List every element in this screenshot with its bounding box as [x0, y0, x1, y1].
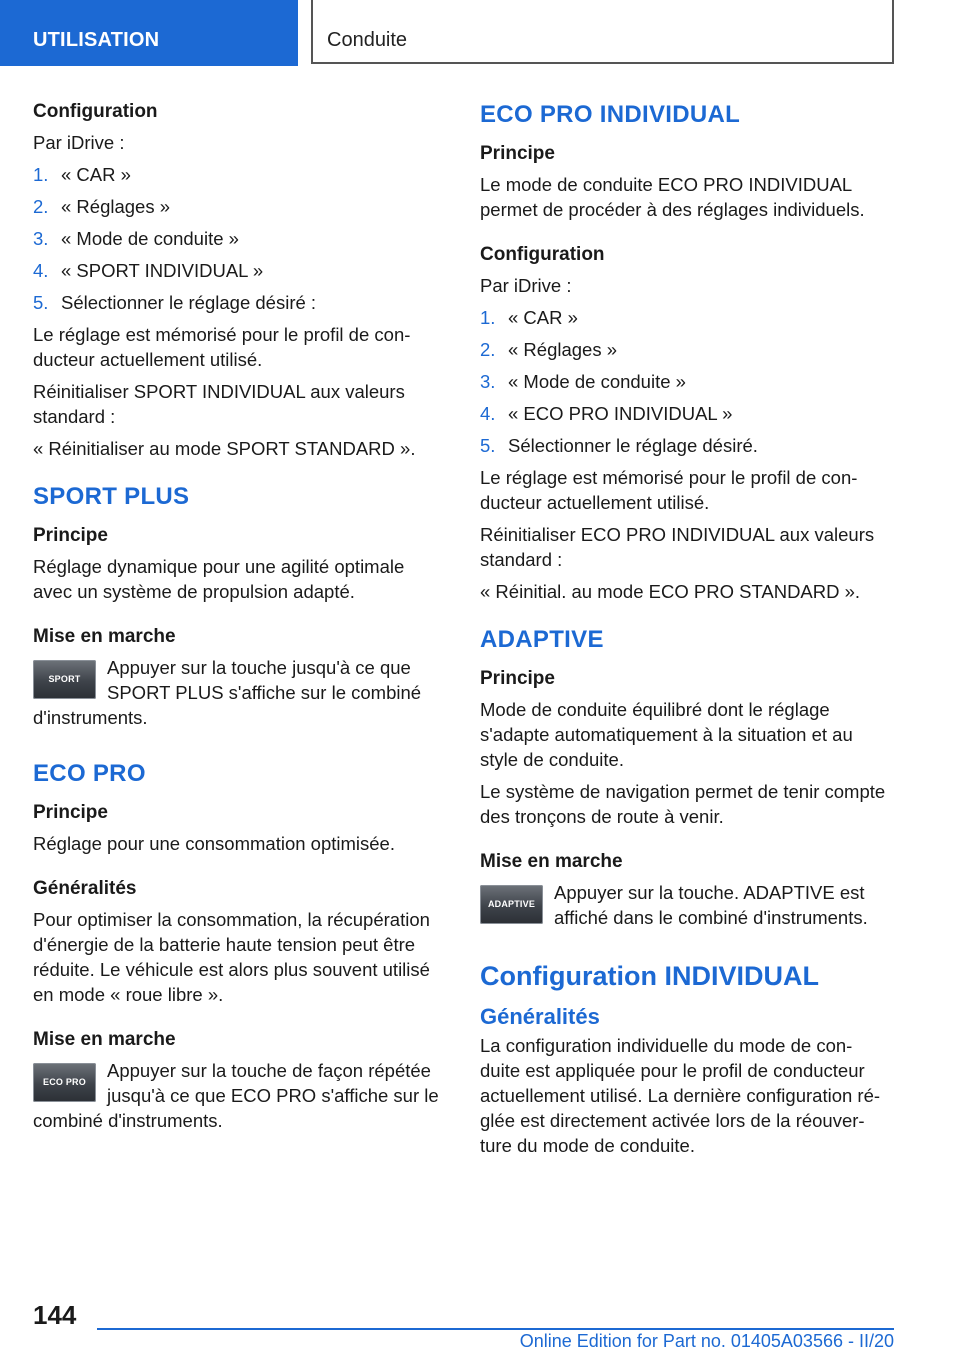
body-text: Le mode de conduite ECO PRO INDIVIDUAL permet de procéder à des réglages individuels.: [480, 174, 865, 220]
instruction-row: [480, 880, 892, 930]
step-number: 3.: [480, 371, 496, 392]
subheading: Principe: [480, 668, 555, 689]
list-item: [33, 258, 445, 283]
left-column: [33, 100, 445, 1140]
sport-plus-heading: SPORT PLUS: [33, 483, 190, 510]
config-paragraph: Le réglage est mémorisé pour le profil de con‐ducteur actuellement utilisé.: [480, 467, 858, 513]
body-text: Pour optimiser la consommation, la récupération d'énergie de la batterie haute tension peut être réduite. Le véhicule est alors plus souvent utilisé en mode « roue libre ».: [33, 909, 430, 1005]
subheading: Mise en marche: [33, 626, 176, 647]
eco-pro-heading: ECO PRO: [33, 760, 146, 787]
eco-pro-button-image: ECO PRO: [33, 1063, 96, 1102]
list-item: [33, 290, 445, 315]
step-number: 1.: [33, 164, 49, 185]
step-number: 5.: [480, 435, 496, 456]
config-intro: Par iDrive :: [33, 132, 125, 153]
instruction-row: [33, 655, 445, 730]
subheading-blue: Généralités: [480, 1004, 600, 1029]
section-tab: [0, 0, 298, 66]
list-item: [33, 194, 445, 219]
individual-heading: Configuration INDIVIDUAL: [480, 961, 819, 991]
list-item: [480, 401, 892, 426]
step-number: 2.: [33, 196, 49, 217]
config-heading: Configuration: [33, 101, 158, 122]
config-intro: Par iDrive :: [480, 275, 572, 296]
body-text: Mode de conduite équilibré dont le réglage s'adapte automatiquement à la situation et au style de conduite.: [480, 699, 853, 770]
body-text: Réglage dynamique pour une agilité optimale avec un système de propulsion adapté.: [33, 556, 405, 602]
adaptive-button-image: ADAPTIVE: [480, 885, 543, 924]
step-number: 4.: [33, 260, 49, 281]
edition-note: Online Edition for Part no. 01405A03566 - II/20: [519, 1331, 894, 1351]
config-paragraph: Réinitialiser SPORT INDIVIDUAL aux valeurs standard :: [33, 381, 405, 427]
chapter-title: Conduite: [327, 29, 408, 51]
sport-button-image: SPORT: [33, 660, 96, 699]
eco-pro-individual-heading: ECO PRO INDIVIDUAL: [480, 101, 741, 128]
step-text: « Mode de conduite »: [61, 228, 239, 249]
body-text: Appuyer sur la touche de façon répétée jusqu'à ce que ECO PRO s'affiche sur le combiné d'instruments.: [33, 1060, 439, 1131]
subheading: Mise en marche: [33, 1029, 176, 1050]
config-paragraph: Réinitialiser ECO PRO INDIVIDUAL aux valeurs standard :: [480, 524, 875, 570]
subheading: Configuration: [480, 244, 605, 265]
step-text: « CAR »: [61, 164, 131, 185]
step-text: « Réglages »: [508, 339, 618, 360]
step-text: « CAR »: [508, 307, 578, 328]
step-number: 4.: [480, 403, 496, 424]
step-number: 2.: [480, 339, 496, 360]
list-item: [33, 226, 445, 251]
step-number: 3.: [33, 228, 49, 249]
body-text: Le système de navigation permet de tenir compte des tronçons de route à venir.: [480, 781, 886, 827]
section-title: UTILISATION: [33, 29, 160, 51]
subheading: Principe: [33, 802, 108, 823]
step-text: « ECO PRO INDIVIDUAL »: [508, 403, 733, 424]
list-item: [480, 305, 892, 330]
step-text: « Réglages »: [61, 196, 171, 217]
step-number: 1.: [480, 307, 496, 328]
footer-rule: [97, 1328, 894, 1330]
body-text: Réglage pour une consommation optimisée.: [33, 833, 395, 854]
body-text: Appuyer sur la touche. ADAPTIVE est affiché dans le combiné d'instruments.: [554, 882, 868, 928]
step-text: Sélectionner le réglage désiré :: [61, 292, 317, 313]
config-steps-list: [480, 305, 892, 458]
config-paragraph: « Réinitialiser au mode SPORT STANDARD ».: [33, 438, 416, 459]
subheading: Principe: [480, 143, 555, 164]
step-text: Sélectionner le réglage désiré.: [508, 435, 758, 456]
step-number: 5.: [33, 292, 49, 313]
list-item: [480, 369, 892, 394]
list-item: [480, 433, 892, 458]
chapter-tab: [311, 0, 894, 64]
page-number: 144: [33, 1300, 77, 1330]
config-paragraph: « Réinitial. au mode ECO PRO STANDARD ».: [480, 581, 861, 602]
subheading: Généralités: [33, 878, 137, 899]
step-text: « SPORT INDIVIDUAL »: [61, 260, 264, 281]
adaptive-heading: ADAPTIVE: [480, 626, 604, 653]
body-text: La configuration individuelle du mode de con‐duite est appliquée pour le profil de conducteur actuellement utilisé. La dernière configuration ré‐glée est directement activée lors de la réouver‐ture du mode de conduite.: [480, 1035, 881, 1156]
instruction-row: [33, 1058, 445, 1133]
subheading: Principe: [33, 525, 108, 546]
list-item: [480, 337, 892, 362]
list-item: [33, 162, 445, 187]
body-text: Appuyer sur la touche jusqu'à ce que SPORT PLUS s'affiche sur le combiné d'instruments.: [33, 657, 422, 728]
config-steps-list: [33, 162, 445, 315]
subheading: Mise en marche: [480, 851, 623, 872]
step-text: « Mode de conduite »: [508, 371, 686, 392]
right-column: [480, 100, 892, 1165]
config-paragraph: Le réglage est mémorisé pour le profil de con‐ducteur actuellement utilisé.: [33, 324, 411, 370]
